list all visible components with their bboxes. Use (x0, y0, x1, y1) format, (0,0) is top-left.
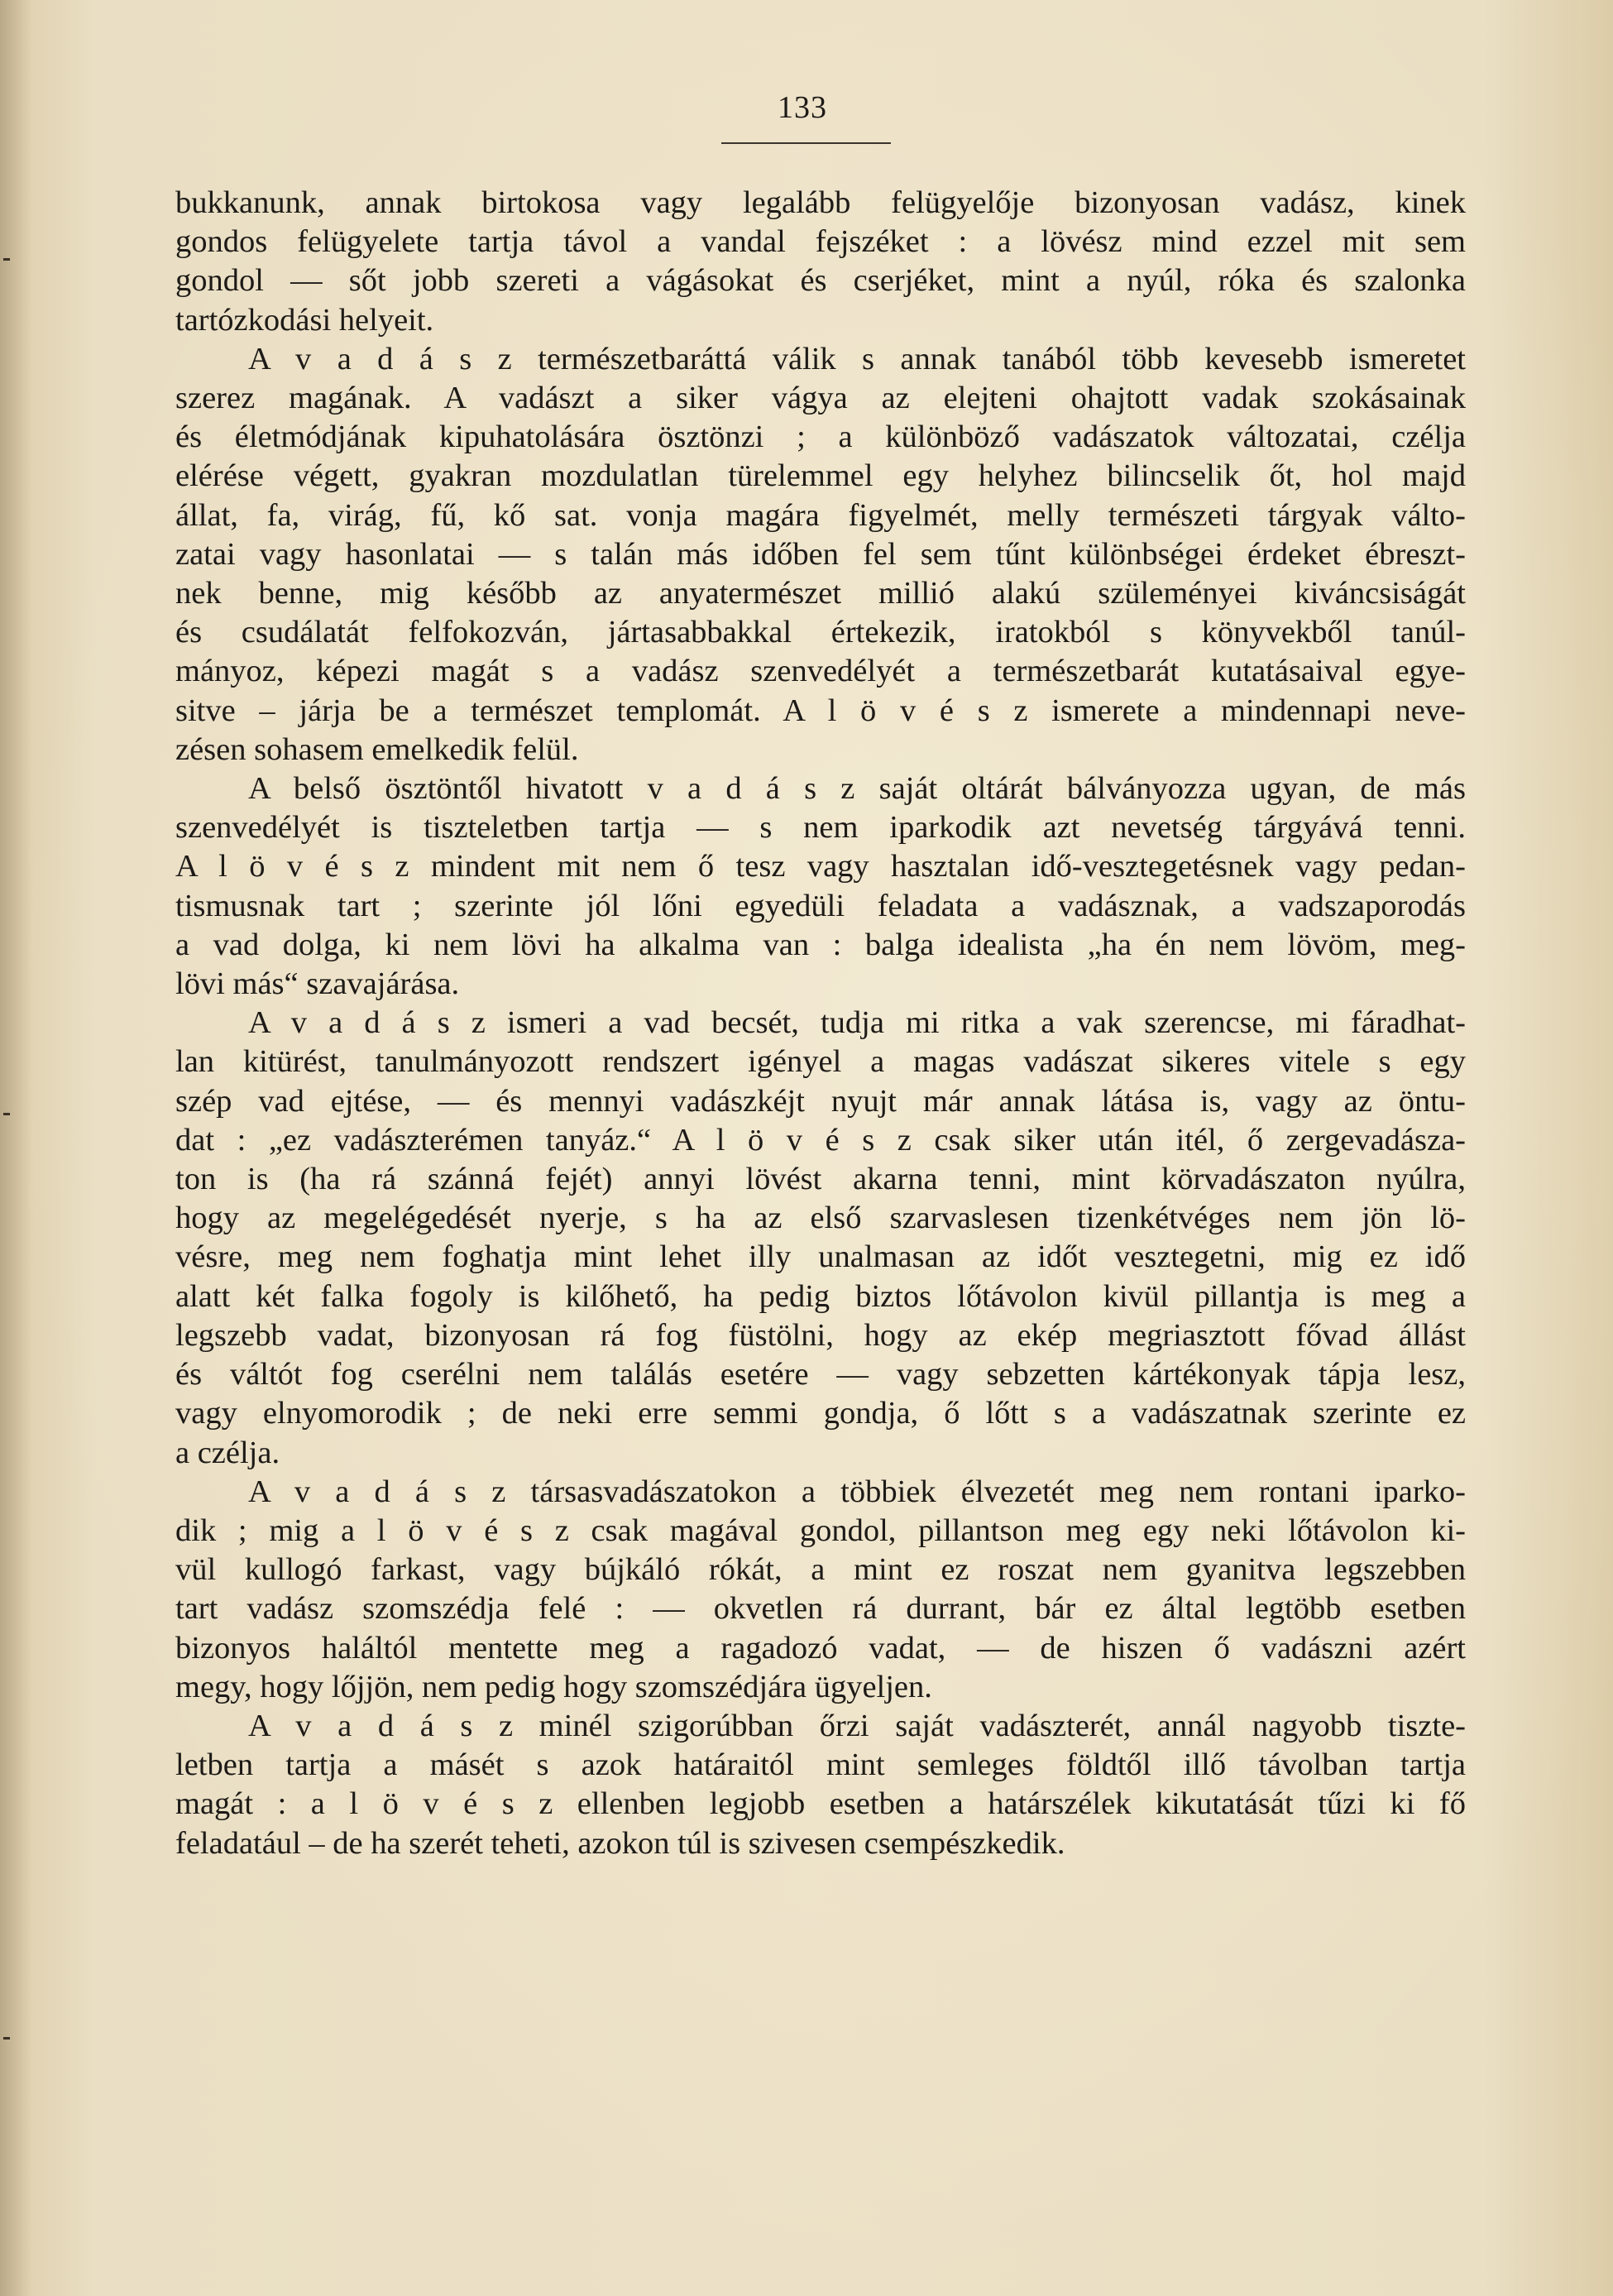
text-line: és csudálatát felfokozván, jártasabbakkal értekezik, iratokból s könyvekből tanúl- (175, 615, 1466, 650)
margin-mark (3, 2037, 10, 2040)
text-line: lan kitürést, tanulmányozott rendszert igényel a magas vadászat sikeres vitele s egy (175, 1044, 1466, 1080)
text-line: lövi más“ szavajárása. (175, 966, 460, 1002)
page-number-rule (721, 142, 891, 144)
text-line: magát : a l ö v é s z ellenben legjobb esetben a határszélek kikutatását tűzi ki fő (175, 1786, 1466, 1822)
paragraph-first-line: A v a d á s z ismeri a vad becsét, tudja mi ritka a vak szerencse, mi fáradhat- (248, 1005, 1466, 1041)
text-line: A l ö v é s z mindent mit nem ő tesz vagy hasztalan idő-vesztegetésnek vagy pedan- (175, 849, 1466, 884)
text-line: bizonyos haláltól mentette meg a ragadozó vadat, — de hiszen ő vadászni azért (175, 1630, 1466, 1666)
paragraph-first-line: A v a d á s z minél szigorúbban őrzi saját vadászterét, annál nagyobb tiszte- (248, 1708, 1466, 1743)
text-line: mányoz, képezi magát s a vadász szenvedélyét a természetbarát kutatásaival egye- (175, 654, 1466, 689)
text-line: nek benne, mig később az anyatermészet millió alakú szüleményei kiváncsiságát (175, 576, 1466, 611)
text-line: állat, fa, virág, fű, kő sat. vonja magára figyelmét, melly természeti tárgyak válto- (175, 497, 1466, 533)
text-line: és váltót fog cserélni nem találás esetére — vagy sebzetten kártékonyak tápja lesz, (175, 1357, 1466, 1392)
text-line: a vad dolga, ki nem lövi ha alkalma van : balga idealista „ha én nem lövöm, meg- (175, 927, 1466, 962)
text-line: dik ; mig a l ö v é s z csak magával gondol, pillantson meg egy neki lőtávolon ki- (175, 1512, 1466, 1548)
paragraph-first-line: A v a d á s z társasvadászatokon a többiek élvezetét meg nem rontani iparko- (248, 1474, 1466, 1509)
paragraph-first-line: A belső ösztöntől hivatott v a d á s z saját oltárát bálványozza ugyan, de más (248, 771, 1466, 807)
text-line: és életmódjának kipuhatolására ösztönzi ; a különböző vadászatok változatai, czélja (175, 419, 1466, 455)
paragraph-first-line: A v a d á s z természetbaráttá válik s annak tanából több kevesebb ismeretet (248, 341, 1466, 376)
text-line: legszebb vadat, bizonyosan rá fog füstölni, hogy az ekép megriasztott fővad állást (175, 1317, 1466, 1353)
gutter-shadow (0, 0, 31, 2296)
text-line: szenvedélyét is tiszteletben tartja — s nem iparkodik azt nevetség tárgyává tenni. (175, 810, 1466, 846)
text-line: letben tartja a másét s azok határaitól mint semleges földtől illő távolban tartja (175, 1747, 1466, 1783)
text-line: szerez magának. A vadászt a siker vágya az elejteni ohajtott vadak szokásainak (175, 381, 1466, 416)
text-line: gondos felügyelete tartja távol a vandal fejszéket : a lövész mind ezzel mit sem (175, 224, 1466, 260)
text-line: gondol — sőt jobb szereti a vágásokat és cserjéket, mint a nyúl, róka és szalonka (175, 263, 1466, 299)
page-number: 133 (778, 90, 827, 125)
text-line: tismusnak tart ; szerinte jól lőni egyedüli feladata a vadásznak, a vadszaporodás (175, 888, 1466, 923)
text-line: tartózkodási helyeit. (175, 302, 434, 338)
text-line: bukkanunk, annak birtokosa vagy legalább felügyelője bizonyosan vadász, kinek (175, 185, 1466, 220)
text-line: elérése végett, gyakran mozdulatlan türelemmel egy helyhez bilincselik őt, hol majd (175, 458, 1466, 494)
margin-mark (3, 258, 10, 261)
text-line: sitve – járja be a természet templomát. A l ö v é s z ismerete a mindennapi neve- (175, 693, 1466, 728)
text-line: szép vad ejtése, — és mennyi vadászkéjt nyujt már annak látása is, vagy az öntu- (175, 1083, 1466, 1119)
text-line: vagy elnyomorodik ; de neki erre semmi gondja, ő lőtt s a vadászatnak szerinte ez (175, 1396, 1466, 1431)
text-line: megy, hogy lőjjön, nem pedig hogy szomszédjára ügyeljen. (175, 1669, 932, 1704)
text-line: zésen sohasem emelkedik felül. (175, 731, 579, 767)
text-line: vül kullogó farkast, vagy bújkáló rókát, a mint ez roszat nem gyanitva legszebben (175, 1552, 1466, 1588)
text-line: hogy az megelégedését nyerje, s ha az első szarvaslesen tizenkétvéges nem jön lö- (175, 1201, 1466, 1236)
text-line: dat : „ez vadászterémen tanyáz.“ A l ö v é s z csak siker után itél, ő zergevadásza- (175, 1122, 1466, 1158)
text-line: ton is (ha rá szánná fejét) annyi lövést akarna tenni, mint körvadászaton nyúlra, (175, 1162, 1466, 1197)
text-line: feladatául – de ha szerét teheti, azokon túl is szivesen csempészkedik. (175, 1825, 1065, 1861)
text-line: alatt két falka fogoly is kilőhető, ha pedig biztos lőtávolon kivül pillantja is meg a (175, 1278, 1466, 1314)
margin-mark (3, 1113, 10, 1115)
text-line: vésre, meg nem foghatja mint lehet illy unalmasan az időt vesztegetni, mig ez idő (175, 1239, 1466, 1275)
body-text (175, 184, 1466, 1863)
text-line: tart vadász szomszédja felé : — okvetlen rá durrant, bár ez által legtöbb esetben (175, 1591, 1466, 1627)
text-line: a czélja. (175, 1435, 280, 1470)
text-line: zatai vagy hasonlatai — s talán más időben fel sem tűnt különbségei érdeket ébreszt- (175, 536, 1466, 572)
